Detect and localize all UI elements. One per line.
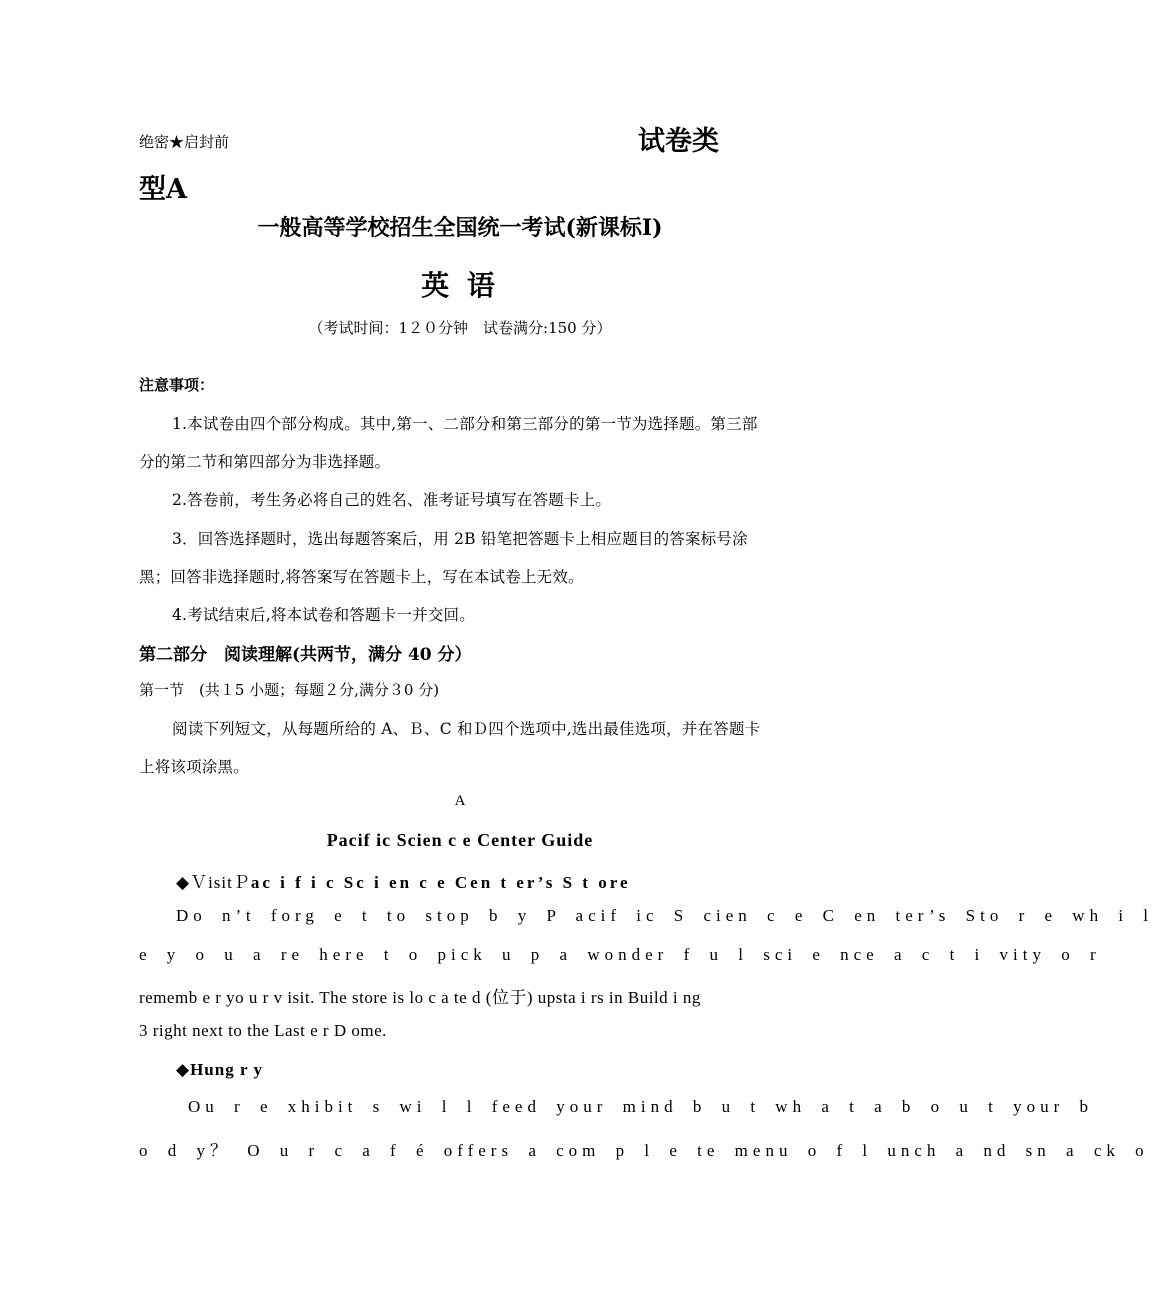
passage-title: Pacif ic Scien c e Center Guide bbox=[326, 830, 594, 850]
instructions-line: 上将该项涂黑。 bbox=[139, 758, 249, 776]
section1-heading: 第一节 (共１5 小题；每题２分,满分３0 分) bbox=[139, 681, 440, 699]
passage-letter: A bbox=[454, 793, 466, 809]
note-line: 分的第二节和第四部分为非选择题。 bbox=[139, 453, 391, 471]
part2-heading: 第二部分 阅读理解(共两节，满分 40 分） bbox=[139, 645, 472, 665]
store-heading-title: ac i f i c Sc i en c e Cen t er’s S t ore bbox=[250, 873, 631, 892]
store-heading-prefix: ◆ＶisitＰ bbox=[176, 873, 251, 892]
exam-title: 一般高等学校招生全国统一考试(新课标Ⅰ) bbox=[257, 215, 663, 241]
paper-type-suffix: 型A bbox=[139, 174, 187, 205]
hungry-heading: ◆Hung r y bbox=[176, 1060, 263, 1079]
note-line: 1.本试卷由四个部分构成。其中,第一、二部分和第三部分的第一节为选择题。第三部 bbox=[172, 415, 758, 433]
store-para-line: 3 right next to the Last e r D ome. bbox=[139, 1021, 387, 1040]
store-heading bbox=[176, 868, 631, 893]
paper-type-label: 试卷类 bbox=[638, 126, 719, 157]
store-para-line: e y o u a re here t o pick u p a wonder f u l sci e nce a c t i vity o r bbox=[139, 945, 1101, 964]
confidential-mark: 绝密★启封前 bbox=[139, 133, 230, 151]
subject-title: 英 语 bbox=[421, 269, 499, 302]
instructions-line: 阅读下列短文，从每题所给的 A、Ｂ、C 和Ｄ四个选项中,选出最佳选项，并在答题卡 bbox=[172, 720, 761, 738]
store-para-line: rememb e r yo u r v isit. The store is lo c a te d (位于) upsta i rs in Build i ng bbox=[139, 988, 701, 1007]
note-line: 3．回答选择题时，选出每题答案后，用 2B 铅笔把答题卡上相应题目的答案标号涂 bbox=[172, 530, 748, 548]
note-line: 2.答卷前，考生务必将自己的姓名、准考证号填写在答题卡上。 bbox=[172, 491, 612, 509]
exam-time-info: （考试时间：1２０分钟 试卷满分:150 分） bbox=[308, 319, 612, 337]
hungry-para-line: o d y？ O u r c a f é offers a com p l e te menu o f l unch a nd sn a ck o bbox=[139, 1141, 1149, 1160]
hungry-para-line: Ou r e xhibit s wi l l feed your mind b u t wh a t a b o u t your b bbox=[188, 1097, 1094, 1116]
note-line: 黑；回答非选择题时,将答案写在答题卡上，写在本试卷上无效。 bbox=[139, 568, 584, 586]
note-line: 4.考试结束后,将本试卷和答题卡一并交回。 bbox=[172, 606, 475, 624]
store-para-line: Do n’t forg e t to stop b y P acif ic S cien c e C en ter’s Sto r e wh i l bbox=[176, 906, 1153, 925]
notes-heading: 注意事项： bbox=[139, 376, 215, 394]
